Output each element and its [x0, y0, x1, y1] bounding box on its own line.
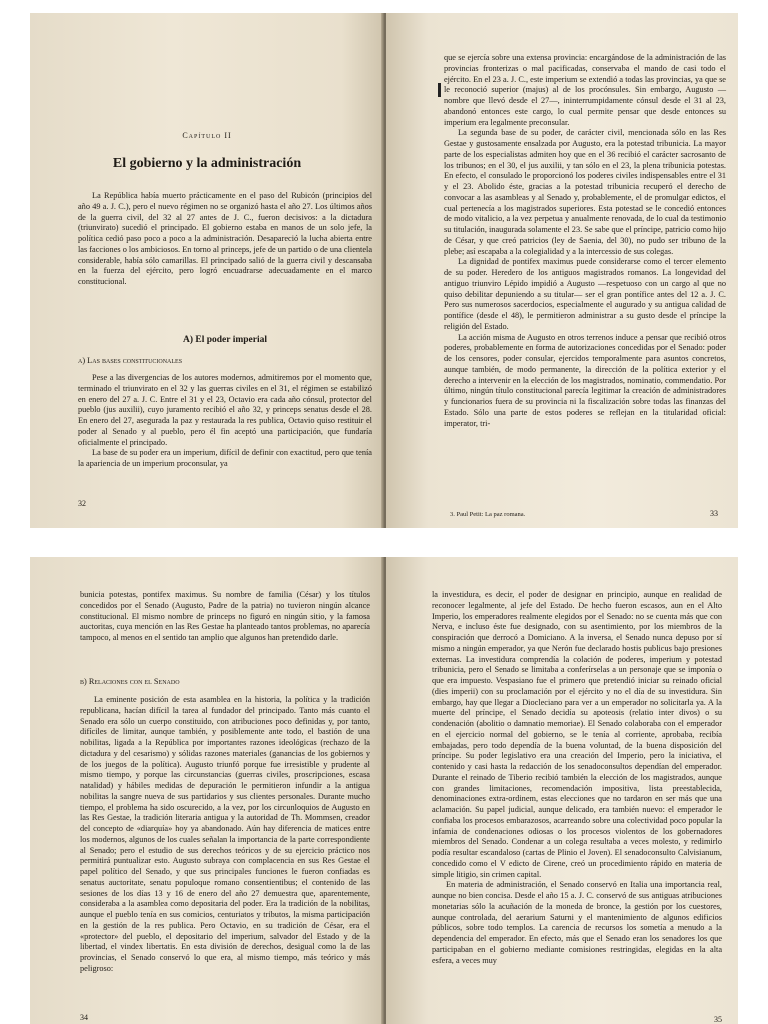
paragraph: La acción misma de Augusto en otros terrenos induce a pensar que recibió otros poderes, probablemente en forma de autorizaciones concedidas por el Senado: poder de los censores, poder consular, ejercidos temporalmente para asuntos concretos, aunque también, de modo permanente, la dirección de la política exterior y el derecho a intervenir en la elección de los magistrados, nominatio, commendatio. Por último, ningún título constitucional parecía legitimar la creación de administradores y funcionarios fuera de su provincia ni la fiscalización sobre todas las finanzas del Estado. Sólo una parte de estos poderes se reflejan en la titularidad oficial: imperator, tri-: [444, 332, 726, 428]
paragraph: Pese a las divergencias de los autores modernos, admitiremos por el momento que, terminado el triunvirato en el 32 y las guerras civiles en el 31, el régimen se estabilizó en enero del 27 a. J. C. Entre el 31 y el 23, Octavio era cada año cónsul, protector del pueblo (jus auxilii), cuyo juramento recibió el año 32, y princeps senatus desde el 28. En enero del 27, asegurada la paz y restaurada la res publica, Octavio quiso restituir el poder al Senado y al pueblo, pero él fin aceptó una participación, que fundaría oficialmente el principado.: [78, 373, 372, 447]
body-column: [80, 695, 370, 975]
bottom-book-spread: [30, 557, 738, 1024]
page-number: 34: [80, 1013, 88, 1022]
paragraph: La segunda base de su poder, de carácter civil, mencionada sólo en las Res Gestae y gustosamente ensalzada por Augusto, era la potestad tribunicia. La mayor parte de los especialistas admiten hoy que en el 36 recibió el carácter sacrosanto de los tribunos; en el 30, el jus auxilii, y tan sólo en el 23, la plena tribunicia potestas. En efecto, el consulado le proporcionó los poderes civiles indispensables entre el 31 y el 23. Abolido éste, gracias a la potestad tribunicia recuperó el derecho de convocar a las asambleas y al Senado y, probablemente, el de promulgar edictos, el cual pertenecía a los magistrados superiores. Esta potestad se le concedió entonces de modo vitalicio, a la vez perpetua y anualmente renovada, de lo cual da testimonio su titulación, inaugurada solamente el 23. Se sabe que el príncipe, patricio como hijo de César, y que creó patricios (ley de Saenia, del 30), no pudo ser tribuno de la plebe; así escapaba a la colegialidad y a la intercessio de sus colegas.: [444, 128, 726, 256]
page-35: [386, 557, 738, 1024]
body-column: [432, 590, 722, 966]
chapter-title: El gobierno y la administración: [112, 156, 302, 171]
chapter-label: Capítulo II: [182, 131, 232, 140]
top-book-spread: [30, 13, 738, 528]
paragraph: La eminente posición de esta asamblea en la historia, la política y la tradición republicana, hacían difícil la tarea al fundador del principado. Tanto más cuanto el Senado era sólo un cuerpo constituido, con atribuciones poco definidas y, por tanto, difíciles de limitar, aunque también, y posiblemente ante todo, el bastión de una nobilitas, ligada a la República por importantes razones ideológicas (rechazo de la dictadura y del cesarismo) y sólidas razones materiales (ganancias de los gobiernos y de los juegos de la política). Augusto triunfó porque fue irresistible y prudente al mismo tiempo, y porque las circunstancias (guerras civiles, proscripciones, escasa natalidad) y hábiles medidas de depuración le permitieron infundir a la antigua nobilitas la sangre nueva de sus partidarios y sus clientes personales. Durante mucho tiempo, el problema ha sido oscurecido, a la vez, por los circunloquios de Augusto en las Res Gestae, la tradición literaria antigua y la autoridad de Th. Mommsen, creador del concepto de «diarquía» hoy ya abandonado. Aún hay diferencia de matices entre los modernos, algunos de los cuales señalan la importancia de la parte correspondiente al Senado; pero el estudio de sus derechos teóricos y de su ejercicio práctico nos permitirá puntualizar esto. Augusto subraya con complacencia en sus Res Gestae el papel político del Senado, y que sus principales funciones le fueron confiadas es senatus auctoritate, senatu populoque romano consentientibus; el contenido de las sesiones de los días 13 y 16 de enero del año 27 demuestra que, aparentemente, consideraba a la asamblea como depositaria del poder. Era la tradición de la nobilitas, aunque el pueblo tenía en sus comicios, centuriatos y tributos, la misma participación en la gestión de la res publica. Pero Octavio, en su tradición de César, era el «protector» del pueblo, el depositario del imperium, salvador del Estado y de la libertad, el vindex libertatis. En esta división de derechos, desigual como la de las provincias, el Senado conservó lo que era, al mismo tiempo, más teórico y más peligroso:: [80, 695, 370, 973]
paragraph: bunicia potestas, pontifex maximus. Su nombre de familia (César) y los títulos concedidos por el Senado (Augusto, Padre de la patria) no tuvieron ningún alcance constitucional. El mismo nombre de princeps no figuró en ningún sitio, y la famosa auctoritas, cuya mención en las Res Gestae ha planteado tantos problemas, no aparecía tampoco, al menos en el sentido tan amplio que algunos han pretendido darle.: [80, 590, 370, 642]
subsection-title: a) Las bases constitucionales: [78, 356, 183, 365]
paragraph: la investidura, es decir, el poder de designar en principio, aunque en realidad de reconocer legalmente, al jefe del Estado. De hecho fueron escasos, aun en el Alto Imperio, los emperadores realmente elegidos por el Senado: no se cuenta más que con Nerva, e incluso éste fue designado, con su asentimiento, por los miembros de la conspiración que derrocó a Domiciano. A la inversa, el Senado nunca depuso por sí mismo a ningún emperador, ya que Nerón fue declarado hostis publicus bajo presiones externas. La investidura comprendía la colación de poderes, imperium y potestad tribunicia, pero el Senado se limitaba a conferírselas a un personaje que se imponía o que era impuesto. Vespasiano fue el primero que pretendió iniciar su reinado oficial (dies imperii) con su proclamación por el ejército y no el día de su investidura. Sin embargo, hay que llegar a Diocleciano para ver a un emperador no solicitarla ya. A la muerte del príncipe, el Senado decidía su apoteosis (relatio inter divos) o su condenación (abolitio o damnatio memoriae). El Senado colaboraba con el emperador en el ejercicio normal del gobierno, se le tenía al corriente, aprobaba, recibía embajadas, pero todo dependía de la buena voluntad, de la buena disposición del príncipe. Su poder legislativo era una creación del Imperio, pero la iniciativa, el contenido y casi hasta la redacción de los senadoconsultos dependían del emperador. Durante el reinado de Tiberio recibió también la elección de los magistrados, aunque con grandes limitaciones, recomendación impositiva, lista preestablecida, denominaciones extra-ordinem, estas elecciones que no tardaron en ser más que una aclamación. Su papel judicial, aunque delicado, era también nuevo: el emperador le confiaba los procesos embarazosos, acarreando sobre una colectividad poco popular la infamia de condenaciones odiosas o los procesos violentos de los gobernadores miembros del Senado. Condenar a un colega resultaba a veces molesto, y redimirlo podía resultar escandaloso (cartas de Plinio el Joven). El senadoconsulto Calvisianum, concedido como el V edicto de Cirene, creó un procedimiento rápido en materia de simple litigio, sin crimen capital.: [432, 590, 722, 879]
section-title: A) El poder imperial: [182, 335, 267, 345]
paragraph: que se ejercía sobre una extensa provincia: encargándose de la administración de las provincias fronterizas o mal pacificadas, conservaba el mando de casi todo el ejército. En el 23 a. J. C., este imperium se extendió a todas las provincias, ya que se le reconoció superior (majus) al de los procónsules. Sin embargo, Augusto —nombre que llevó desde el 27—, ininterrumpidamente cónsul desde el 31 al 23, abandonó entonces este cargo, lo cual permite pensar que desde entonces su imperium era legalmente preconsular.: [444, 53, 726, 127]
paragraph: En materia de administración, el Senado conservó en Italia una importancia real, aunque no bien concisa. Desde el año 15 a. J. C. conservó de sus antiguas atribuciones monetarias sólo la acuñación de la moneda de bronce, la gestión por los cuestores, aunque controlada, del aerarium Saturni y el mantenimiento de algunos edificios públicos, sobre todo templos. La carencia de recursos los sometía a menudo a la dependencia del emperador. En efecto, más que el Senado eran los senadores los que participaban en el gobierno mediante comisiones restringidas, elegidas en la alta esfera, a veces muy: [432, 880, 722, 965]
body-column: [444, 53, 726, 429]
footnote: 3. Paul Petit: La paz romana.: [450, 511, 526, 518]
intro-paragraph: [78, 191, 372, 288]
subsection-title: b) Relaciones con el Senado: [80, 677, 180, 686]
page-number: 33: [710, 509, 718, 518]
body-column: [78, 373, 372, 470]
body-column: [80, 590, 370, 644]
page-33: [386, 13, 738, 528]
page-32: [30, 13, 384, 528]
page-number: 35: [714, 1015, 722, 1024]
paragraph: La dignidad de pontifex maximus puede considerarse como el tercer elemento de su poder. Heredero de los antiguos magistrados romanos. La longevidad del antiguo triunviro Lépido impidió a Augusto —respetuoso con un cargo al que no quiso debilitar depuniendo a su titular— ser el gran pontífice antes del 12 a. J. C. Pero sus numerosos sacerdocios, especialmente el augurado y su antigua calidad de pontífice (desde el 48), le permitieron administrar a su gusto desde el príncipe la religión del Estado.: [444, 257, 726, 331]
paragraph: La base de su poder era un imperium, difícil de definir con exactitud, pero que tenía la apariencia de un imperium proconsular, ya: [78, 448, 372, 468]
page-number: 32: [78, 499, 86, 508]
page-34: [30, 557, 384, 1024]
paragraph: La República había muerto prácticamente en el paso del Rubicón (principios del año 49 a. J. C.), pero el nuevo régimen no se organizó hasta el año 27. Los últimos años de la guerra civil, del 32 al 27 antes de J. C., fueron decisivos: a la dictadura (triunvirato) sucedió el principado. El gobierno estaba en manos de un solo jefe, la política cedió paso poco a poco a la administración. Desapareció la lucha abierta entre las facciones o los ambiciosos. En torno al princeps, jefe de un partido o de una clientela considerable, había sólo camarillas. El principado salió de la guerra civil y descansaba en la fuerza del ejército, pero logró encuadrarse adecuadamente en el marco constitucional.: [78, 191, 372, 286]
margin-mark: [438, 83, 441, 97]
